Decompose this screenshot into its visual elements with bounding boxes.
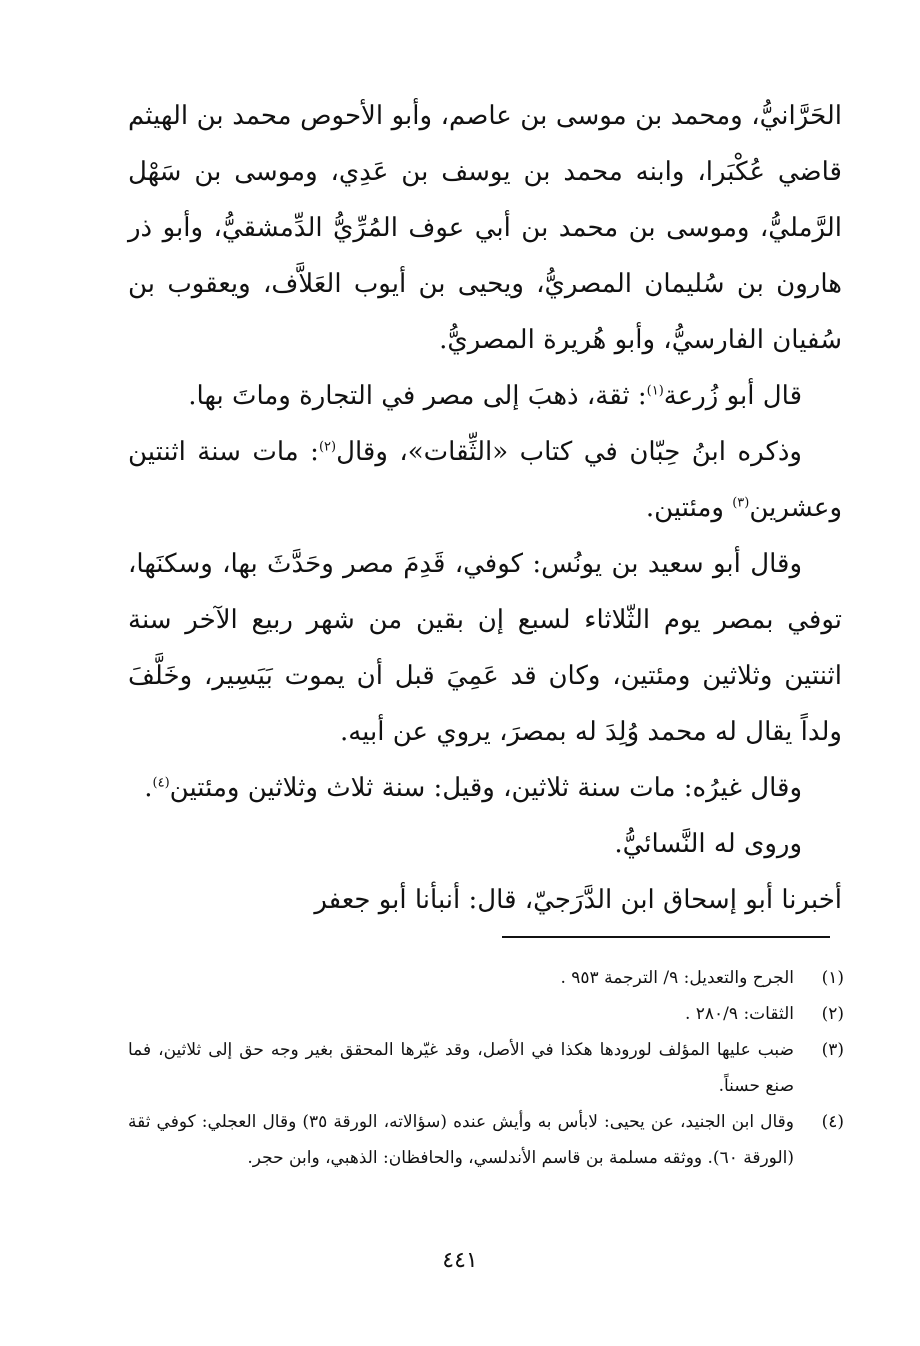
footnote-number: (١) — [821, 968, 844, 988]
footnote-item — [128, 960, 844, 996]
paragraph-2-part-b: : ثقة، ذهبَ إلى مصر في التجارة وماتَ بها. — [188, 381, 647, 411]
footnote-number: (٤) — [821, 1112, 844, 1132]
paragraph-7: أخبرنا أبو إسحاق ابن الدَّرَجيّ، قال: أنبأنا أبو جعفر — [314, 885, 842, 915]
footnote-number: (٢) — [821, 1004, 844, 1024]
footnote-ref-2: (٢) — [318, 439, 337, 455]
footnote-text: وقال ابن الجنيد، عن يحيى: لابأس به وأيش عنده (سؤالاته، الورقة ٣٥) وقال العجلي: كوفي ثقة (الورقة ٦٠). ووثقه مسلمة بن قاسم الأندلسي، والحافظان: الذهبي، وابن حجر. — [128, 1112, 794, 1168]
paragraph-3-part-c: ومئتين. — [645, 493, 733, 523]
footnote-number: (٣) — [821, 1040, 844, 1060]
footnote-item — [128, 1032, 844, 1104]
paragraph-3-part-a: وذكره ابنُ حِبّان في كتاب «الثِّقات»، وقال — [336, 437, 802, 467]
paragraph-5-part-a: وقال غيرُه: مات سنة ثلاثين، وقيل: سنة ثلاث وثلاثين ومئتين — [169, 773, 802, 803]
page-number: ٤٤١ — [442, 1248, 478, 1273]
footnote-item — [128, 1104, 844, 1176]
footnote-item — [128, 996, 844, 1032]
main-text — [128, 88, 842, 928]
footnote-ref-4: (٤) — [152, 775, 170, 791]
footnote-text: الثقات: ٢٨٠/٩ . — [684, 1004, 794, 1024]
paragraph-1: الحَرَّانيُّ، ومحمد بن موسى بن عاصم، وأبو الأحوص محمد بن الهيثم قاضي عُكْبَرا، وابنه محمد بن يوسف بن عَدِي، وموسى بن سَهْل الرَّمليُّ، وموسى بن محمد بن أبي عوف المُرِّيُّ الدِّمشقيُّ، وأبو ذر هارون بن سُليمان المصريُّ، ويحيى بن أيوب العَلاَّف، ويعقوب بن سُفيان الفارسيُّ، وأبو هُريرة المصريُّ. — [128, 101, 842, 355]
paragraph-2-part-a: قال أبو زُرعة — [663, 381, 802, 411]
footnote-separator — [502, 936, 830, 938]
paragraph-5 — [128, 760, 842, 816]
paragraph-5-part-b: . — [144, 773, 153, 803]
footnote-ref-3: (٣) — [732, 495, 750, 511]
footnote-ref-1: (١) — [646, 383, 664, 399]
paragraph-3 — [128, 424, 842, 536]
paragraph-2 — [128, 368, 842, 424]
footnotes — [128, 960, 844, 1176]
footnote-text: الجرح والتعديل: ٩/ الترجمة ٩٥٣ . — [560, 968, 794, 988]
footnote-text: ضبب عليها المؤلف لورودها هكذا في الأصل، وقد غيّرها المحقق بغير وجه حق إلى ثلاثين، فما صنع حسناً. — [128, 1040, 794, 1096]
paragraph-6: وروى له النَّسائيُّ. — [614, 829, 802, 859]
paragraph-3-part-b: : مات سنة اثنتين وعشرين — [128, 437, 842, 523]
paragraph-4: وقال أبو سعيد بن يونُس: كوفي، قَدِمَ مصر وحَدَّثَ بها، وسكنَها، توفي بمصر يوم الثّلاثاء لسبع إن بقين من شهر ربيع الآخر سنة اثنتين وثلاثين ومئتين، وكان قد عَمِيَ قبل أن يموت بَيَسِير، وخَلَّفَ ولداً يقال له محمد وُلِدَ له بمصرَ، يروي عن أبيه. — [128, 549, 842, 747]
